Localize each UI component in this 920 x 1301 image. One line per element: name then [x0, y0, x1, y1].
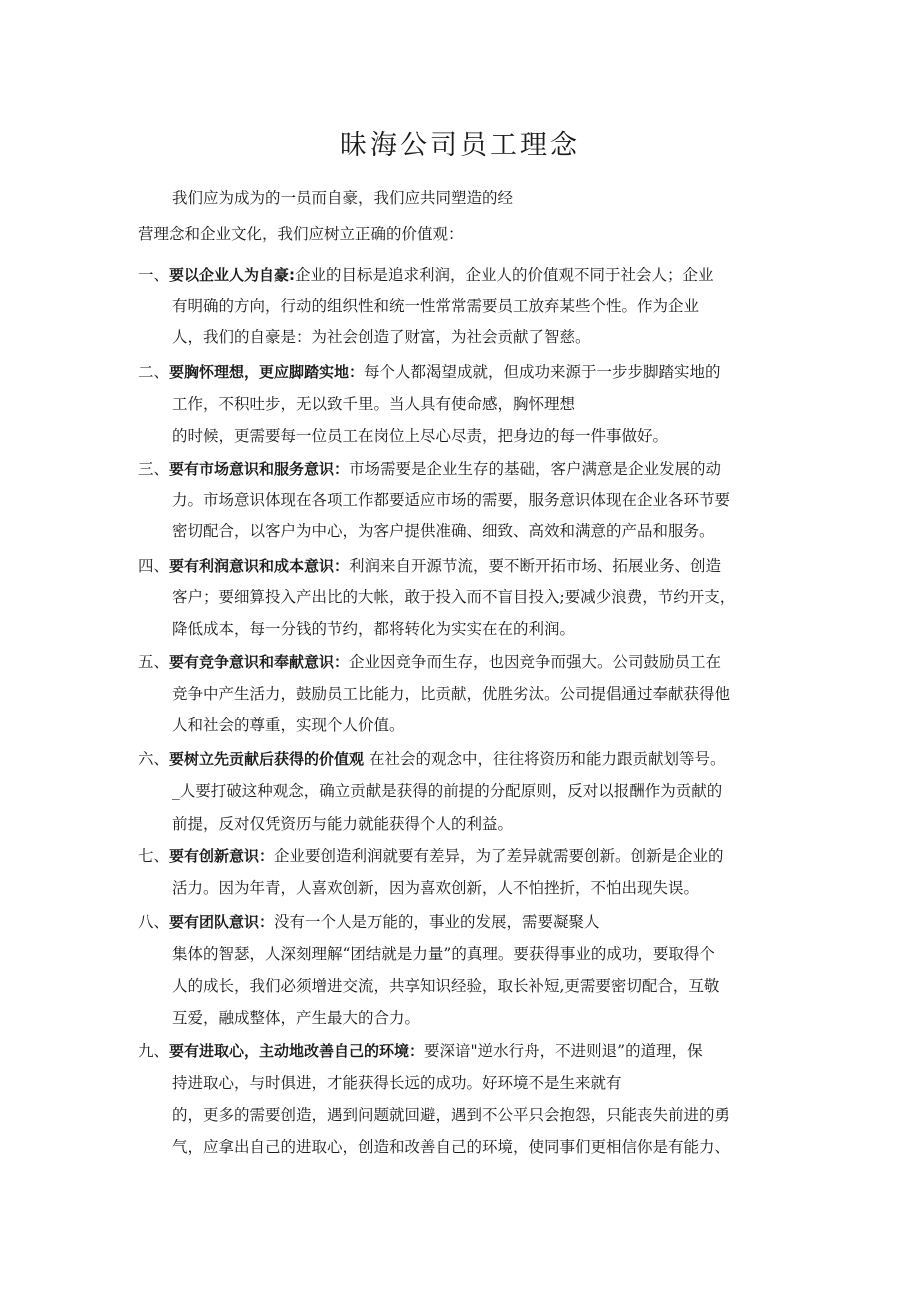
- principle-text-line: 密切配合，以客户为中心，为客户提供准确、细致、高效和满意的产品和服务。: [172, 522, 715, 540]
- principle-text: 要深谙"逆水行舟，不进则退”的道理，保: [424, 1042, 703, 1060]
- principle-heading: 要胸怀理想，更应脚踏实地：: [169, 363, 365, 381]
- principle-text-line: _人要打破这种观念，确立贡献是获得的前提的分配原则，反对以报酬作为贡献的: [172, 782, 723, 800]
- principle-heading: 要有团队意识：: [169, 913, 275, 931]
- principle-text-line: 的，更多的需要创造，遇到问题就回避，遇到不公平只会抱怨，只能丧失前进的勇: [172, 1106, 731, 1124]
- principle-text-line: 人和社会的尊重，实现个人价值。: [172, 716, 405, 734]
- principle-number: 二、: [138, 363, 170, 381]
- principle-heading-line: [138, 749, 725, 769]
- principle-text-line: 人的成长，我们必须增进交流，共享知识经验，取长补短,更需要密切配合，互敬: [172, 977, 720, 995]
- principle-number: 六、: [138, 750, 170, 768]
- principle-heading-line: [138, 912, 600, 932]
- principle-text-line: 互爱，融成整体，产生最大的合力。: [172, 1009, 421, 1027]
- principle-heading-line: [138, 1041, 703, 1061]
- principle-text-line: 人，我们的自豪是：为社会创造了财富，为社会贡献了智慈。: [172, 328, 591, 346]
- principle-heading-line: [138, 362, 721, 382]
- principle-text: 利润来自开源节流，要不断开拓市场、拓展业务、创造: [349, 557, 722, 575]
- principle-heading: 要有市场意识和服务意识：: [169, 460, 350, 478]
- principle-heading-line: [138, 556, 721, 576]
- principle-text: 每个人都渴望成就，但成功来源于一步步脚踏实地的: [364, 363, 721, 381]
- principle-heading-line: [138, 652, 721, 672]
- principle-text-line: 工作，不积吐步，无以致千里。当人具有使命感，胸怀理想: [172, 395, 576, 413]
- principle-heading-line: [138, 846, 724, 866]
- principle-number: 七、: [138, 847, 170, 865]
- principle-text: 没有一个人是万能的，事业的发展，需要凝聚人: [274, 913, 600, 931]
- principle-text-line: 有明确的方向，行动的组织性和统一性常常需要员工放弃某些个性。作为企业: [172, 297, 700, 315]
- intro-line: 我们应为成为的一员而自豪，我们应共同塑造的经: [172, 189, 514, 207]
- principle-heading: 要有竞争意识和奉献意识：: [169, 653, 350, 671]
- principle-text: 企业要创造利润就要有差异，为了差异就需要创新。创新是企业的: [274, 847, 724, 865]
- principle-text-line: 客户；要细算投入产出比的大帐，敢于投入而不盲目投入;要减少浪费，节约开支，: [172, 588, 736, 606]
- principle-number: 九、: [138, 1042, 170, 1060]
- principle-heading-line: [138, 459, 721, 479]
- principle-text-line: 气，应拿出自己的进取心，创造和改善自己的环境，使同事们更相信你是有能力、: [172, 1138, 731, 1156]
- principle-text-line: 力。市场意识体现在各项工作都要适应市场的需要，服务意识体现在企业各环节要: [172, 491, 731, 509]
- principle-text-line: 降低成本，每一分钱的节约，都将转化为实实在在的利润。: [172, 620, 576, 638]
- principle-text-line: 前提，反对仅凭资历与能力就能获得个人的利益。: [172, 815, 514, 833]
- principle-heading: 要有创新意识：: [169, 847, 275, 865]
- principle-heading: 要树立先贡献后获得的价值观: [169, 750, 365, 768]
- principle-text: 企业因竞争而生存，也因竞争而强大。公司鼓励员工在: [349, 653, 722, 671]
- principle-text: 企业的目标是追求利润，企业人的价值观不同于社会人；企业: [295, 266, 714, 284]
- principle-text-line: 的时候，更需要每一位员工在岗位上尽心尽责，把身边的每一件事做好。: [172, 427, 669, 445]
- principle-number: 四、: [138, 557, 170, 575]
- principle-number: 五、: [138, 653, 170, 671]
- principle-number: 三、: [138, 460, 170, 478]
- document-title: 昧海公司员工理念: [340, 130, 580, 161]
- principle-number: 一、: [138, 266, 170, 284]
- principle-heading: 要以企业人为自豪:: [169, 266, 296, 284]
- principle-heading-line: [138, 265, 714, 285]
- principle-number: 八、: [138, 913, 170, 931]
- principle-heading: 要有利润意识和成本意识：: [169, 557, 350, 575]
- principle-heading: 要有进取心，主动地改善自己的环境：: [169, 1042, 425, 1060]
- principle-text: 在社会的观念中，往往将资历和能力跟贡献划等号。: [364, 750, 726, 768]
- principle-text-line: 活力。因为年青，人喜欢创新，因为喜欢创新，人不怕挫折，不怕出现失误。: [172, 879, 700, 897]
- principle-text-line: 持进取心，与时俱进，才能获得长远的成功。好环境不是生来就有: [172, 1074, 622, 1092]
- intro-line: 营理念和企业文化，我们应树立正确的价值观：: [138, 225, 464, 243]
- principle-text: 市场需要是企业生存的基础，客户满意是企业发展的动: [349, 460, 722, 478]
- principle-text-line: 竞争中产生活力，鼓励员工比能力，比贡献，优胜劣汰。公司提倡通过奉献获得他: [172, 685, 731, 703]
- principle-text-line: 集体的智瑟，人深刻理解“团结就是力量”的真理。要获得事业的成功，要取得个: [172, 945, 715, 963]
